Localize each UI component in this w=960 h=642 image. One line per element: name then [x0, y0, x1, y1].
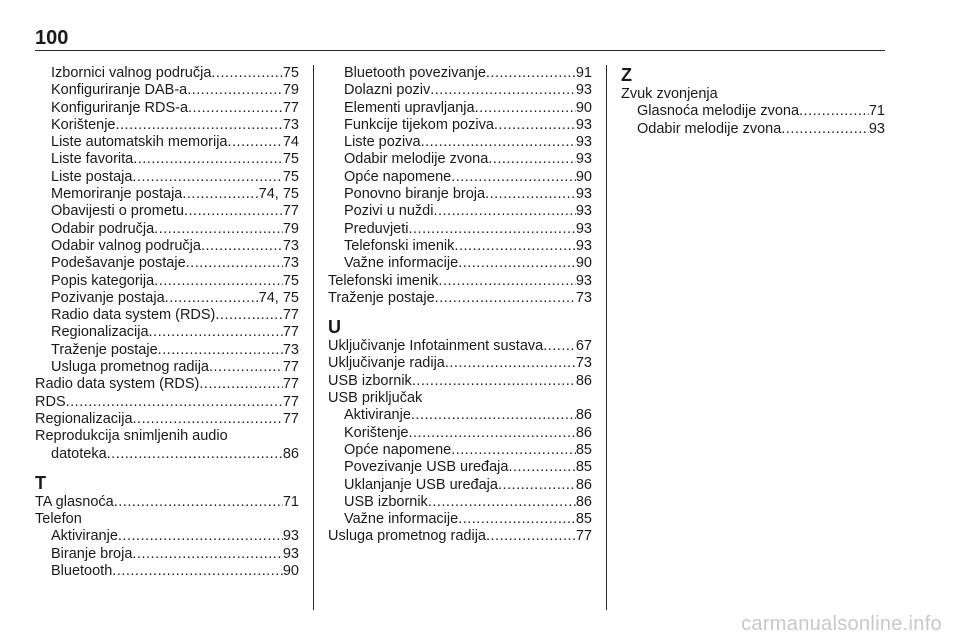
index-entry-page: 77 [282, 376, 299, 393]
index-entry-page: 90 [575, 255, 592, 272]
index-leader-dots [451, 442, 576, 459]
index-letter-heading: Z [621, 65, 632, 85]
index-subentry [328, 459, 592, 476]
index-leader-dots [458, 255, 576, 272]
index-entry-label: USB izbornik [328, 372, 412, 389]
index-entry-page: 93 [575, 134, 592, 151]
index-leader-dots [435, 290, 576, 307]
index-leader-dots [215, 307, 282, 324]
index-entry-page: 86 [575, 372, 592, 389]
index-entry-page: 71 [868, 103, 885, 120]
index-subentry [35, 324, 299, 341]
index-entry-page: 93 [575, 151, 592, 168]
index-entry [35, 494, 299, 511]
index-entry-page: 93 [575, 82, 592, 99]
index-leader-dots [494, 117, 576, 134]
index-subentry [328, 169, 592, 186]
index-entry-page: 86 [575, 493, 592, 510]
index-entry [621, 86, 885, 103]
index-entry-page: 91 [575, 65, 592, 81]
index-leader-dots [188, 100, 283, 117]
index-entry [35, 376, 299, 393]
index-leader-dots [201, 238, 283, 255]
index-leader-dots [438, 273, 575, 290]
index-subentry [35, 290, 299, 307]
index-subentry [35, 117, 299, 134]
index-subentry [328, 442, 592, 459]
index-entry-label: Pozivanje postaja [51, 289, 165, 306]
index-leader-dots [118, 528, 283, 545]
index-entry [35, 428, 299, 445]
index-leader-dots [199, 376, 282, 393]
index-entry [328, 273, 592, 290]
index-leader-dots [408, 425, 575, 442]
index-column-3 [621, 65, 885, 138]
index-leader-dots [184, 203, 283, 220]
index-entry-page: 73 [282, 237, 299, 254]
index-entry-page: 85 [575, 511, 592, 528]
index-leader-dots [781, 121, 869, 138]
index-entry-label: Radio data system (RDS) [35, 376, 200, 393]
index-subentry [328, 203, 592, 220]
index-entry-label: Uključivanje Infotainment sustava [328, 338, 544, 355]
index-entry-label: Zvuk zvonjenja [621, 86, 718, 102]
index-entry-label: Bluetooth [51, 563, 113, 580]
index-leader-dots [412, 373, 576, 390]
index-entry [328, 355, 592, 372]
index-entry-label: Liste automatskih memorija [51, 134, 228, 151]
index-entry-page: 86 [575, 424, 592, 441]
index-subentry [328, 117, 592, 134]
index-leader-dots [133, 151, 283, 168]
index-entry-page: 90 [575, 99, 592, 116]
index-subentry [35, 446, 299, 463]
index-entry-page: 79 [282, 82, 299, 99]
index-entry-label: Odabir područja [51, 220, 155, 237]
index-entry-page: 73 [282, 341, 299, 358]
index-entry-label: Usluga prometnog radija [51, 359, 209, 376]
index-entry-page: 86 [575, 407, 592, 424]
index-subentry [35, 134, 299, 151]
index-entry-label: Dolazni poziv [344, 82, 431, 99]
index-entry-label: Korištenje [344, 424, 409, 441]
index-entry-label: Biranje broja [51, 545, 133, 562]
index-entry-label: Uklanjanje USB uređaja [344, 476, 498, 493]
index-entry-label: Funkcije tijekom poziva [344, 116, 494, 133]
index-entry-label: Izbornici valnog područja [51, 65, 212, 81]
index-entry-page: 93 [575, 203, 592, 220]
index-entry-label: Popis kategorija [51, 272, 155, 289]
index-entry-label: Memoriranje postaja [51, 186, 183, 203]
index-entry-label: Preduvjeti [344, 220, 409, 237]
index-subentry [35, 151, 299, 168]
index-entry-label: Regionalizacija [35, 410, 133, 427]
index-entry [35, 411, 299, 428]
index-letter-heading: U [328, 317, 341, 338]
index-leader-dots [486, 528, 576, 545]
index-entry-label: Telefonski imenik [344, 237, 455, 254]
index-entry-page: 93 [282, 545, 299, 562]
index-entry-label: Usluga prometnog radija [328, 528, 486, 545]
index-entry-label: Korištenje [51, 116, 116, 133]
index-leader-dots [154, 221, 283, 238]
index-leader-dots [115, 117, 282, 134]
index-subentry [328, 425, 592, 442]
index-subentry [35, 82, 299, 99]
index-entry-page: 77 [282, 410, 299, 427]
index-subentry [621, 103, 885, 120]
index-entry-label: Konfiguriranje DAB-a [51, 82, 188, 99]
index-subentry [621, 121, 885, 138]
index-subentry [35, 255, 299, 272]
index-entry-label: Odabir melodije zvona [637, 120, 782, 137]
index-entry-page: 93 [575, 220, 592, 237]
index-leader-dots [454, 238, 575, 255]
index-entry-page: 77 [282, 359, 299, 376]
index-leader-dots [112, 563, 283, 580]
index-entry-label: Bluetooth povezivanje [344, 65, 486, 81]
index-column-1 [35, 65, 299, 580]
index-entry-label: Važne informacije [344, 511, 459, 528]
index-subentry [35, 169, 299, 186]
index-leader-dots [66, 394, 283, 411]
index-leader-dots [799, 103, 869, 120]
index-subentry [328, 82, 592, 99]
index-subentry [328, 65, 592, 82]
index-entry [35, 511, 299, 528]
index-entry-page: 77 [282, 203, 299, 220]
index-subentry [328, 477, 592, 494]
index-entry-label: Radio data system (RDS) [51, 307, 216, 324]
index-leader-dots [433, 203, 575, 220]
index-entry-label: RDS [35, 393, 66, 410]
index-entry-label: Liste postaja [51, 168, 133, 185]
index-entry [328, 528, 592, 545]
index-entry-page: 86 [282, 445, 299, 462]
index-subentry [35, 359, 299, 376]
index-subentry [35, 238, 299, 255]
index-leader-dots [186, 255, 283, 272]
index-subentry [35, 273, 299, 290]
index-leader-dots [107, 446, 283, 463]
index-leader-dots [154, 273, 283, 290]
index-leader-dots [411, 407, 576, 424]
index-leader-dots [498, 477, 576, 494]
index-subentry [328, 511, 592, 528]
index-subentry [328, 151, 592, 168]
index-entry-page: 90 [282, 563, 299, 580]
index-entry-page: 75 [282, 272, 299, 289]
index-leader-dots [543, 338, 576, 355]
index-entry-label: TA glasnoća [35, 493, 114, 510]
index-entry-label: Aktiviranje [51, 528, 118, 545]
index-leader-dots [486, 65, 576, 82]
index-subentry [35, 546, 299, 563]
index-entry-page: 73 [282, 116, 299, 133]
index-leader-dots [430, 82, 576, 99]
index-entry-page: 73 [575, 355, 592, 372]
index-leader-dots [458, 511, 576, 528]
index-column-2 [328, 65, 592, 546]
index-subentry [35, 528, 299, 545]
index-leader-dots [132, 169, 282, 186]
index-entry-page: 77 [282, 307, 299, 324]
index-entry-label: USB izbornik [344, 493, 428, 510]
index-leader-dots [132, 546, 282, 563]
index-entry-label: Traženje postaje [51, 341, 158, 358]
index-leader-dots [421, 134, 576, 151]
index-leader-dots [428, 494, 576, 511]
index-leader-dots [165, 290, 259, 307]
index-leader-dots [228, 134, 283, 151]
index-entry-page: 73 [575, 289, 592, 306]
index-entry-label: Telefon [35, 511, 82, 528]
index-leader-dots [114, 494, 283, 511]
index-leader-dots [211, 65, 282, 82]
index-entry-page: 71 [282, 493, 299, 510]
index-entry-page: 74 [282, 134, 299, 151]
index-entry-label: Traženje postaje [328, 289, 435, 306]
index-subentry [328, 134, 592, 151]
index-entry-label: Opće napomene [344, 441, 452, 458]
index-subentry [328, 255, 592, 272]
index-leader-dots [158, 342, 283, 359]
index-entry-page: 77 [282, 393, 299, 410]
index-subentry [328, 186, 592, 203]
index-entry-page: 85 [575, 441, 592, 458]
index-entry-label: Aktiviranje [344, 407, 411, 424]
index-entry-label: Obavijesti o prometu [51, 203, 184, 220]
index-entry-page: 67 [575, 338, 592, 355]
index-subentry [35, 100, 299, 117]
index-entry-label: Liste favorita [51, 151, 134, 168]
index-entry-label: Odabir valnog područja [51, 237, 201, 254]
index-entry-page: 93 [282, 528, 299, 545]
index-entry-page: 90 [575, 168, 592, 185]
index-leader-dots [445, 355, 576, 372]
index-entry-label: Opće napomene [344, 168, 452, 185]
index-subentry [35, 221, 299, 238]
index-subentry [35, 186, 299, 203]
index-entry-label: Liste poziva [344, 134, 421, 151]
index-entry-label: Ponovno biranje broja [344, 186, 486, 203]
index-entry [328, 373, 592, 390]
index-leader-dots [187, 82, 283, 99]
index-leader-dots [182, 186, 258, 203]
index-entry-page: 93 [575, 186, 592, 203]
header-rule [35, 50, 885, 51]
index-leader-dots [408, 221, 575, 238]
index-entry-page: 75 [282, 168, 299, 185]
index-entry-page: 74, 75 [258, 289, 299, 306]
index-entry-label: USB priključak [328, 390, 423, 407]
index-subentry [35, 307, 299, 324]
index-subentry [35, 563, 299, 580]
index-entry [328, 390, 592, 407]
index-subentry [328, 407, 592, 424]
index-entry-page: 77 [282, 99, 299, 116]
column-divider [313, 65, 314, 610]
index-entry-page: 74, 75 [258, 186, 299, 203]
index-entry-label: Uključivanje radija [328, 355, 445, 372]
index-leader-dots [508, 459, 575, 476]
index-entry-page: 93 [575, 237, 592, 254]
index-leader-dots [133, 411, 283, 428]
index-entry-label: Glasnoća melodije zvona [637, 103, 800, 120]
index-leader-dots [149, 324, 283, 341]
index-entry-page: 93 [575, 272, 592, 289]
index-entry-page: 93 [868, 120, 885, 137]
index-entry-page: 75 [282, 151, 299, 168]
index-entry-label: Konfiguriranje RDS-a [51, 99, 189, 116]
index-leader-dots [475, 100, 576, 117]
index-entry-page: 79 [282, 220, 299, 237]
index-entry-label: Telefonski imenik [328, 272, 439, 289]
index-entry-page: 77 [575, 528, 592, 545]
column-divider [606, 65, 607, 610]
index-entry-page: 73 [282, 255, 299, 272]
index-leader-dots [451, 169, 576, 186]
index-entry-page: 93 [575, 116, 592, 133]
index-subentry [328, 238, 592, 255]
index-entry-label: Pozivi u nuždi [344, 203, 434, 220]
index-entry-page: 75 [282, 65, 299, 81]
index-subentry [328, 221, 592, 238]
index-leader-dots [485, 186, 576, 203]
index-entry-label: Podešavanje postaje [51, 255, 186, 272]
index-subentry [35, 342, 299, 359]
index-subentry [328, 494, 592, 511]
index-entry-label: Odabir melodije zvona [344, 151, 489, 168]
index-entry [328, 290, 592, 307]
index-entry-label: Važne informacije [344, 255, 459, 272]
index-entry-page: 85 [575, 459, 592, 476]
index-entry-label: datoteka [51, 445, 107, 462]
index-entry-page: 77 [282, 324, 299, 341]
index-entry-label: Regionalizacija [51, 324, 149, 341]
index-letter-heading: T [35, 472, 46, 493]
index-entry-label: Povezivanje USB uređaja [344, 459, 509, 476]
index-subentry [328, 100, 592, 117]
index-entry-page: 86 [575, 476, 592, 493]
index-entry [35, 394, 299, 411]
index-entry [328, 338, 592, 355]
index-subentry [35, 203, 299, 220]
index-subentry [35, 65, 299, 82]
watermark: carmanualsonline.info [741, 613, 942, 635]
index-leader-dots [209, 359, 283, 376]
page-number: 100 [35, 27, 69, 49]
index-entry-label: Elementi upravljanja [344, 99, 475, 116]
index-leader-dots [488, 151, 576, 168]
index-entry-label: Reprodukcija snimljenih audio [35, 428, 228, 445]
